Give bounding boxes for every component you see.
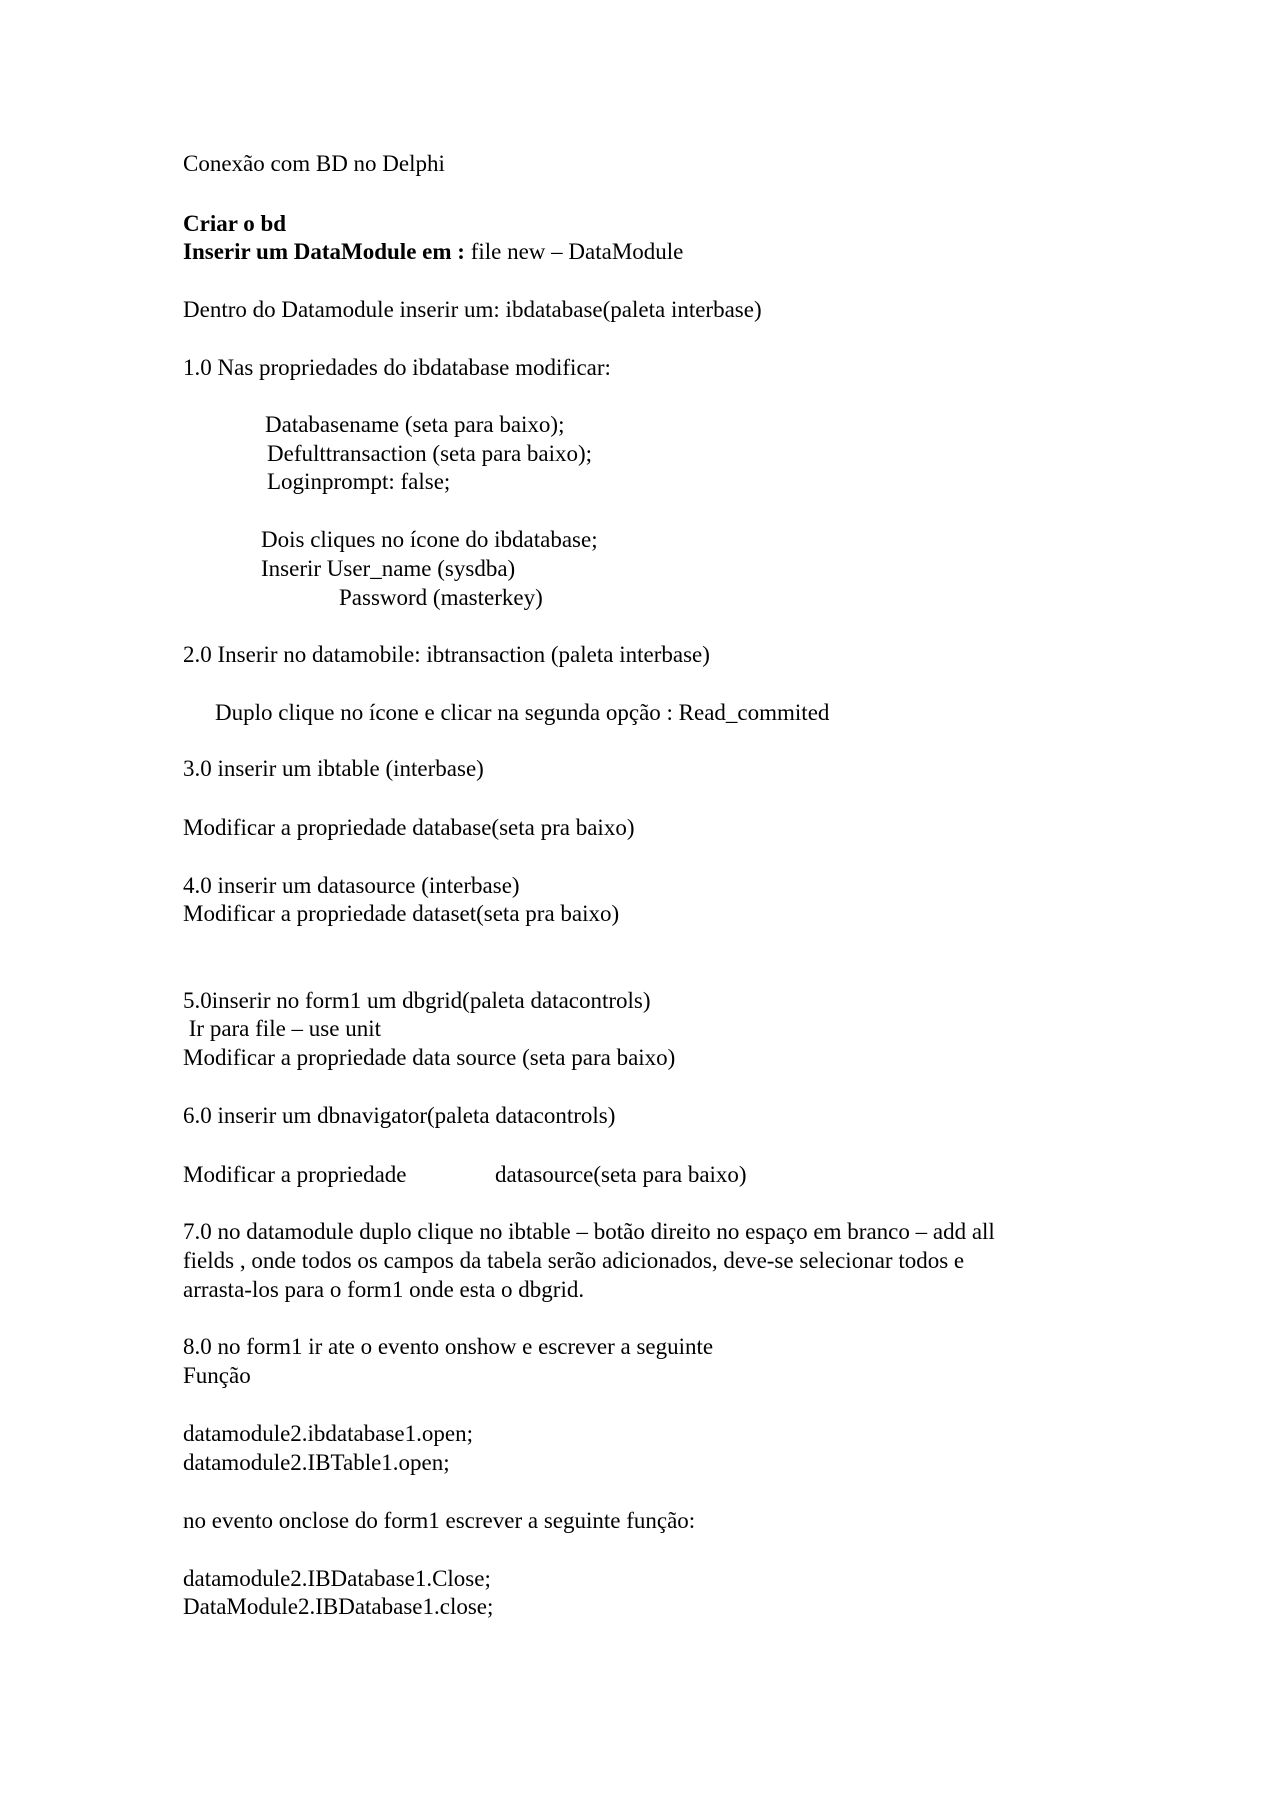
step6-title: 6.0 inserir um dbnavigator(paleta datacontrols) bbox=[183, 1103, 616, 1128]
onclose-text: no evento onclose do form1 escrever a seguinte função: bbox=[183, 1508, 696, 1533]
step1-title: 1.0 Nas propriedades do ibdatabase modificar: bbox=[183, 355, 611, 380]
step8-title: 8.0 no form1 ir ate o evento onshow e escrever a seguinte bbox=[183, 1334, 714, 1359]
step2-title: 2.0 Inserir no datamobile: ibtransaction (paleta interbase) bbox=[183, 642, 710, 667]
step1-double-click: Dois cliques no ícone do ibdatabase; bbox=[261, 527, 598, 552]
code-close-line-2: DataModule2.IBDatabase1.close; bbox=[183, 1594, 494, 1619]
step4-title: 4.0 inserir um datasource (interbase) bbox=[183, 873, 520, 898]
code-open-line-2: datamodule2.IBTable1.open; bbox=[183, 1450, 450, 1475]
step3-detail: Modificar a propriedade database(seta pra baixo) bbox=[183, 815, 635, 840]
step1-password: Password (masterkey) bbox=[339, 585, 543, 610]
step1-user-name: Inserir User_name (sysdba) bbox=[261, 556, 516, 581]
code-close-line-1: datamodule2.IBDatabase1.Close; bbox=[183, 1566, 491, 1591]
step1-prop-databasename: Databasename (seta para baixo); bbox=[265, 412, 565, 437]
step2-detail: Duplo clique no ícone e clicar na segunda opção : Read_commited bbox=[215, 700, 830, 725]
insert-datamodule-value: file new – DataModule bbox=[464, 239, 684, 264]
step7-line-1: 7.0 no datamodule duplo clique no ibtable – botão direito no espaço em branco – add all bbox=[183, 1219, 995, 1244]
insert-datamodule-line bbox=[183, 238, 683, 266]
step4-detail: Modificar a propriedade dataset(seta pra baixo) bbox=[183, 901, 620, 926]
step6-detail-a: Modificar a propriedade bbox=[183, 1162, 407, 1187]
document-title: Conexão com BD no Delphi bbox=[183, 151, 445, 176]
step3-title: 3.0 inserir um ibtable (interbase) bbox=[183, 756, 484, 781]
step7-line-3: arrasta-los para o form1 onde esta o dbgrid. bbox=[183, 1277, 585, 1302]
step5-title: 5.0inserir no form1 um dbgrid(paleta datacontrols) bbox=[183, 988, 651, 1013]
step6-detail-b: datasource(seta para baixo) bbox=[495, 1162, 747, 1187]
step7-line-2: fields , onde todos os campos da tabela serão adicionados, deve-se selecionar todos e bbox=[183, 1248, 965, 1273]
step1-prop-loginprompt: Loginprompt: false; bbox=[267, 469, 451, 494]
step8-function-word: Função bbox=[183, 1363, 251, 1388]
heading-create-db: Criar o bd bbox=[183, 211, 287, 236]
code-open-line-1: datamodule2.ibdatabase1.open; bbox=[183, 1421, 473, 1446]
inside-datamodule-text: Dentro do Datamodule inserir um: ibdatabase(paleta interbase) bbox=[183, 297, 762, 322]
insert-datamodule-label: Inserir um DataModule em : bbox=[183, 239, 465, 264]
step1-prop-defulttransaction: Defulttransaction (seta para baixo); bbox=[267, 441, 593, 466]
step5-detail: Modificar a propriedade data source (seta para baixo) bbox=[183, 1045, 676, 1070]
step5-use-unit: Ir para file – use unit bbox=[183, 1016, 381, 1041]
